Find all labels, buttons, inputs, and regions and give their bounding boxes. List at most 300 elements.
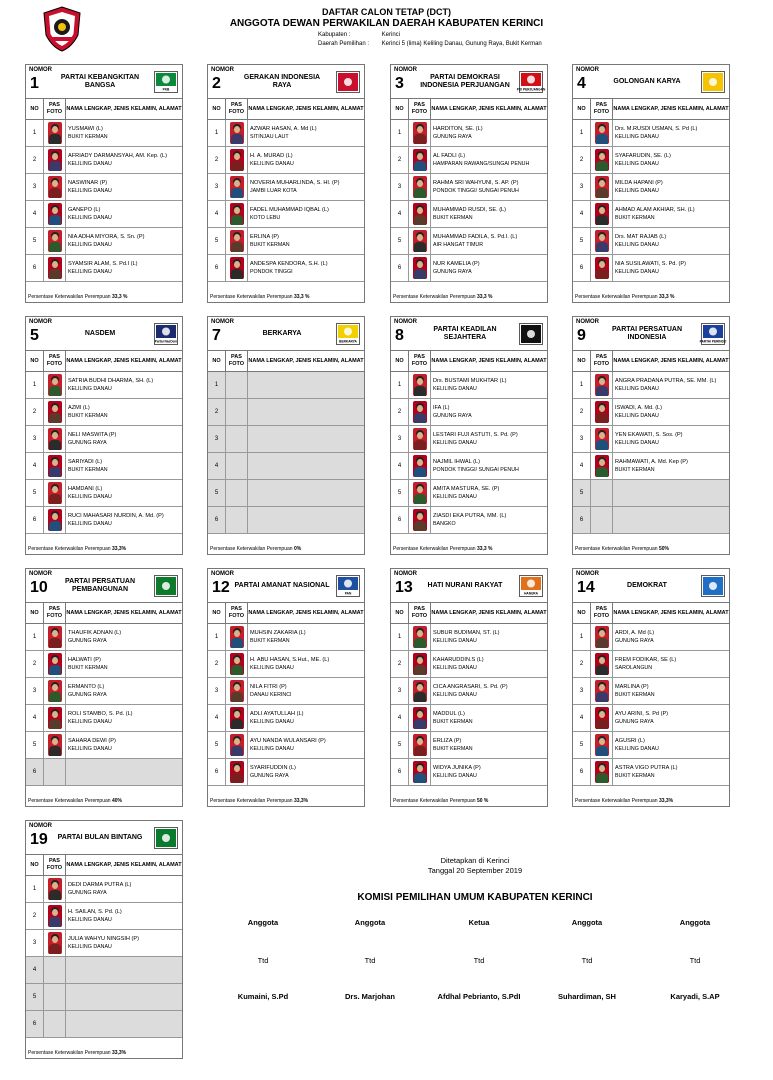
col-nama: NAMA LENGKAP, JENIS KELAMIN, ALAMAT — [613, 105, 729, 112]
candidate-name: ZIASDI EKA PUTRA, MM. (L) — [433, 513, 507, 520]
candidate-photo — [595, 257, 609, 279]
candidate-number: 2 — [391, 147, 409, 173]
pas-foto-cell — [591, 678, 613, 704]
candidate-address: KELILING DANAU — [615, 160, 659, 167]
candidate-address: BANGKO — [433, 520, 456, 527]
candidate-name: MARLINA (P) — [615, 684, 649, 691]
candidate-info — [615, 651, 729, 677]
candidate-number: 2 — [208, 147, 226, 173]
persentase-value: 33,3 % — [476, 294, 493, 300]
col-nama: NAMA LENGKAP, JENIS KELAMIN, ALAMAT — [66, 105, 182, 112]
candidate-number: 1 — [391, 624, 409, 650]
party-number: 14 — [577, 579, 595, 596]
persentase-label: Persentase Keterwakilan Perempuan — [28, 546, 111, 552]
pas-foto-cell — [44, 651, 66, 677]
persentase-perempuan — [575, 546, 669, 552]
candidate-name: SUBUR BUDIMAN, ST. (L) — [433, 630, 500, 637]
candidate-list — [391, 624, 547, 786]
col-nama: NAMA LENGKAP, JENIS KELAMIN, ALAMAT — [248, 357, 364, 364]
pkb-logo-icon — [154, 71, 178, 93]
candidate-photo — [595, 230, 609, 252]
candidate-address: BUKIT KERMAN — [615, 466, 655, 473]
candidate-number: 3 — [26, 174, 44, 200]
candidate-info — [433, 480, 547, 506]
candidate-list — [391, 372, 547, 534]
candidate-row — [26, 426, 182, 453]
candidate-address: KELILING DANAU — [68, 718, 112, 725]
candidate-number: 5 — [391, 732, 409, 758]
candidate-info — [68, 984, 182, 1010]
nomor-label: NOMOR — [29, 571, 52, 577]
candidate-row — [26, 705, 182, 732]
pas-foto-cell — [226, 228, 248, 254]
candidate-address: GUNUNG RAYA — [615, 637, 654, 644]
candidate-photo — [595, 122, 609, 144]
candidate-name: WIDYA JUNIKA (P) — [433, 765, 481, 772]
party-panel — [207, 316, 365, 555]
candidate-info — [615, 480, 729, 506]
candidate-name: Drs. BUSTAMI MUKHTAR (L) — [433, 378, 507, 385]
candidate-name: ANGRA PRADANA PUTRA, SE. MM. (L) — [615, 378, 717, 385]
candidate-number: 3 — [208, 678, 226, 704]
candidate-number: 6 — [208, 507, 226, 533]
party-header — [573, 65, 729, 99]
pas-foto-cell — [409, 426, 431, 452]
candidate-name: ERMANTO (L) — [68, 684, 105, 691]
candidate-list — [573, 624, 729, 786]
party-number: 8 — [395, 327, 404, 344]
candidate-info — [250, 426, 364, 452]
candidate-address: BUKIT KERMAN — [250, 637, 290, 644]
nomor-label: NOMOR — [576, 319, 599, 325]
candidate-number: 1 — [26, 624, 44, 650]
berkarya-logo-icon — [336, 323, 360, 345]
candidate-row — [573, 624, 729, 651]
candidate-list — [26, 372, 182, 534]
persentase-perempuan — [210, 546, 301, 552]
persentase-perempuan — [210, 294, 310, 300]
pan-logo-icon — [336, 575, 360, 597]
party-header — [573, 317, 729, 351]
pas-foto-cell — [44, 705, 66, 731]
candidate-info — [615, 453, 729, 479]
candidate-address: BUKIT KERMAN — [615, 691, 655, 698]
candidate-list — [208, 120, 364, 282]
party-panel — [572, 64, 730, 303]
candidate-photo — [48, 401, 62, 423]
candidate-row — [391, 201, 547, 228]
col-no: NO — [391, 603, 409, 623]
pas-foto-cell — [409, 453, 431, 479]
candidate-info — [433, 201, 547, 227]
pas-foto-cell — [44, 255, 66, 281]
candidate-row — [26, 453, 182, 480]
party-number: 4 — [577, 75, 586, 92]
candidate-info — [250, 228, 364, 254]
candidate-address: KELILING DANAU — [250, 745, 294, 752]
candidate-photo — [48, 932, 62, 954]
candidate-info — [433, 399, 547, 425]
candidate-name: CICA ANGRASARI, S. Pd. (P) — [433, 684, 508, 691]
candidate-number: 2 — [573, 399, 591, 425]
pas-foto-cell — [409, 624, 431, 650]
col-nama: NAMA LENGKAP, JENIS KELAMIN, ALAMAT — [613, 357, 729, 364]
candidate-photo — [48, 230, 62, 252]
persentase-value: 33,3% — [658, 798, 674, 804]
signer-name: Drs. Marjohan — [344, 992, 395, 1001]
candidate-name: NOVERIA MUHARLINDA, S. HI. (P) — [250, 180, 340, 187]
pas-foto-cell — [44, 147, 66, 173]
table-header — [573, 351, 729, 372]
candidate-photo — [595, 626, 609, 648]
candidate-photo — [413, 257, 427, 279]
candidate-photo — [595, 149, 609, 171]
candidate-info — [433, 372, 547, 398]
party-panel — [390, 568, 548, 807]
candidate-row — [573, 399, 729, 426]
candidate-number: 5 — [26, 228, 44, 254]
candidate-name: NIA SUSILAWATI, S. Pd. (P) — [615, 261, 686, 268]
komisi-title: KOMISI PEMILIHAN UMUM KABUPATEN KERINCI — [357, 892, 593, 903]
candidate-info — [68, 903, 182, 929]
pas-foto-cell — [226, 399, 248, 425]
nomor-label: NOMOR — [394, 67, 417, 73]
nomor-label: NOMOR — [394, 319, 417, 325]
col-nama: NAMA LENGKAP, JENIS KELAMIN, ALAMAT — [248, 105, 364, 112]
dapil-line — [318, 41, 542, 47]
candidate-photo — [595, 203, 609, 225]
document-title: DAFTAR CALON TETAP (DCT) — [322, 7, 451, 17]
candidate-name: NELI MASWITA (P) — [68, 432, 117, 439]
candidate-name: H. ABU HASAN, S.Hut., ME. (L) — [250, 657, 330, 664]
candidate-number: 5 — [208, 228, 226, 254]
dapil-value: Kerinci 5 (lima) Keliling Danau, Gunung Raya, Bukit Kerman — [381, 41, 542, 47]
candidate-name: KAHARUDDIN.S (L) — [433, 657, 484, 664]
candidate-photo — [595, 455, 609, 477]
candidate-info — [615, 507, 729, 533]
kabupaten-line — [318, 32, 400, 38]
candidate-row — [26, 624, 182, 651]
party-panel — [25, 316, 183, 555]
candidate-address: KELILING DANAU — [615, 385, 659, 392]
persentase-perempuan — [393, 798, 488, 804]
candidate-info — [615, 120, 729, 146]
candidate-name: NUR KAMELIA (P) — [433, 261, 480, 268]
candidate-address: KELILING DANAU — [615, 241, 659, 248]
candidate-name: ANDESPA KENDORA, S.H. (L) — [250, 261, 328, 268]
persentase-label: Persentase Keterwakilan Perempuan — [210, 798, 293, 804]
persentase-value: 33,3% — [293, 798, 309, 804]
candidate-row — [391, 174, 547, 201]
candidate-address: JAMBI LUAR KOTA — [250, 187, 297, 194]
candidate-name: NILA FITRI (P) — [250, 684, 287, 691]
candidate-row — [391, 705, 547, 732]
pas-foto-cell — [44, 228, 66, 254]
candidate-photo — [413, 509, 427, 531]
candidate-list — [26, 876, 182, 1038]
candidate-number: 5 — [208, 732, 226, 758]
candidate-number: 1 — [573, 120, 591, 146]
pas-foto-cell — [44, 732, 66, 758]
candidate-address: KELILING DANAU — [68, 943, 112, 950]
candidate-number: 4 — [208, 453, 226, 479]
pas-foto-cell — [226, 372, 248, 398]
candidate-number: 2 — [208, 651, 226, 677]
signer-ttd: Ttd — [364, 956, 376, 965]
svg-text:HANURA: HANURA — [524, 591, 538, 596]
candidate-number: 4 — [391, 705, 409, 731]
candidate-number: 1 — [391, 372, 409, 398]
signer-ttd: Ttd — [581, 956, 593, 965]
persentase-perempuan — [393, 546, 493, 552]
candidate-name: AZMI (L) — [68, 405, 90, 412]
candidate-info — [68, 759, 182, 785]
party-number: 1 — [30, 75, 39, 92]
persentase-label: Persentase Keterwakilan Perempuan — [575, 798, 658, 804]
candidate-number: 5 — [26, 732, 44, 758]
candidate-address: KELILING DANAU — [250, 718, 294, 725]
candidate-photo — [48, 374, 62, 396]
candidate-row — [208, 507, 364, 534]
party-panel — [572, 316, 730, 555]
signer-name: Karyadi, S.AP — [670, 992, 720, 1001]
persentase-perempuan — [28, 294, 128, 300]
candidate-name: AHMAD ALAM AKHIAR, SH. (L) — [615, 207, 695, 214]
pas-foto-cell — [44, 399, 66, 425]
col-no: NO — [26, 603, 44, 623]
party-number: 3 — [395, 75, 404, 92]
persentase-perempuan — [28, 798, 122, 804]
candidate-info — [250, 453, 364, 479]
candidate-row — [391, 453, 547, 480]
candidate-photo — [48, 176, 62, 198]
persentase-value: 33,3 % — [111, 294, 128, 300]
candidate-number: 2 — [391, 651, 409, 677]
candidate-info — [433, 624, 547, 650]
pas-foto-cell — [591, 147, 613, 173]
candidate-row — [573, 174, 729, 201]
party-name: GOLONGAN KARYA — [613, 78, 681, 86]
svg-text:PARTAI PERINDO: PARTAI PERINDO — [699, 339, 727, 344]
candidate-photo — [413, 401, 427, 423]
pas-foto-cell — [44, 480, 66, 506]
candidate-address: KELILING DANAU — [68, 493, 112, 500]
pas-foto-cell — [226, 174, 248, 200]
candidate-number: 3 — [391, 174, 409, 200]
candidate-photo — [413, 680, 427, 702]
persentase-label: Persentase Keterwakilan Perempuan — [575, 294, 658, 300]
pas-foto-cell — [226, 732, 248, 758]
pas-foto-cell — [591, 453, 613, 479]
table-header — [573, 99, 729, 120]
candidate-number: 6 — [26, 507, 44, 533]
nomor-label: NOMOR — [29, 319, 52, 325]
col-pas-foto: PAS FOTO — [591, 603, 613, 623]
candidate-info — [68, 426, 182, 452]
candidate-row — [208, 399, 364, 426]
candidate-number: 2 — [26, 903, 44, 929]
candidate-row — [391, 426, 547, 453]
candidate-name: MADDUL (L) — [433, 711, 465, 718]
candidate-photo — [48, 734, 62, 756]
pas-foto-cell — [409, 507, 431, 533]
candidate-name: SYAFARUDIN, SE. (L) — [615, 153, 671, 160]
signature-area — [190, 830, 773, 1080]
persentase-value: 33,3 % — [476, 546, 493, 552]
candidate-row — [26, 147, 182, 174]
candidate-number: 4 — [573, 453, 591, 479]
ditetapkan-place: Ditetapkan di Kerinci — [440, 856, 510, 865]
candidate-name: IFA (L) — [433, 405, 450, 412]
candidate-info — [433, 705, 547, 731]
party-name: PARTAI KEADILAN SEJAHTERA — [433, 326, 497, 341]
candidate-address: KELILING DANAU — [68, 385, 112, 392]
signer — [650, 918, 740, 1001]
signer — [218, 918, 308, 1001]
candidate-name: DEDI DARMA PUTRA (L) — [68, 882, 132, 889]
candidate-row — [208, 372, 364, 399]
pas-foto-cell — [591, 255, 613, 281]
table-header — [573, 603, 729, 624]
party-header — [26, 569, 182, 603]
candidate-info — [68, 1011, 182, 1037]
party-name: PARTAI PERSATUAN INDONESIA — [612, 326, 682, 341]
candidate-address: GUNUNG RAYA — [433, 412, 472, 419]
party-panel — [207, 64, 365, 303]
candidate-info — [68, 480, 182, 506]
candidate-photo — [230, 203, 244, 225]
pas-foto-cell — [44, 876, 66, 902]
pas-foto-cell — [44, 957, 66, 983]
pas-foto-cell — [226, 705, 248, 731]
candidate-name: ROLI STAMBO, S. Pd. (L) — [68, 711, 133, 718]
candidate-row — [26, 399, 182, 426]
candidate-info — [615, 399, 729, 425]
candidate-row — [573, 426, 729, 453]
col-pas-foto: PAS FOTO — [409, 99, 431, 119]
col-no: NO — [391, 99, 409, 119]
candidate-info — [250, 732, 364, 758]
party-number: 5 — [30, 327, 39, 344]
candidate-photo — [595, 653, 609, 675]
candidate-info — [615, 147, 729, 173]
candidate-photo — [413, 653, 427, 675]
candidate-photo — [413, 707, 427, 729]
dapil-label: Daerah Pemilihan : — [318, 41, 370, 47]
persentase-value: 33,3 % — [293, 294, 310, 300]
table-header — [26, 855, 182, 876]
candidate-number: 6 — [573, 507, 591, 533]
candidate-row — [26, 651, 182, 678]
candidate-address: BUKIT KERMAN — [433, 718, 473, 725]
candidate-name: MUHSIN ZAKARIA (L) — [250, 630, 306, 637]
pas-foto-cell — [591, 372, 613, 398]
candidate-name: YUSMAWI (L) — [68, 126, 103, 133]
candidate-number: 3 — [26, 426, 44, 452]
candidate-address: HAMPARAN RAWANG/SUNGAI PENUH — [433, 160, 530, 167]
signer-name: Suhardiman, SH — [558, 992, 616, 1001]
candidate-row — [26, 120, 182, 147]
candidate-info — [68, 678, 182, 704]
pas-foto-cell — [226, 426, 248, 452]
signer-ttd: Ttd — [257, 956, 269, 965]
signer-role: Ketua — [468, 918, 490, 927]
party-name: NASDEM — [84, 330, 116, 338]
candidate-row — [26, 507, 182, 534]
candidate-photo — [48, 707, 62, 729]
persentase-value: 33,3% — [111, 546, 127, 552]
candidate-name: ARDI, A. Md (L) — [615, 630, 655, 637]
candidate-list — [208, 372, 364, 534]
pas-foto-cell — [409, 759, 431, 785]
table-header — [208, 351, 364, 372]
candidate-info — [250, 147, 364, 173]
candidate-address: SAROLANGUN — [615, 664, 653, 671]
candidate-row — [26, 201, 182, 228]
candidate-address: BUKIT KERMAN — [68, 412, 108, 419]
svg-text:PDI PERJUANGAN: PDI PERJUANGAN — [516, 87, 546, 92]
candidate-row — [391, 732, 547, 759]
candidate-name: AYU ARINI, S. Pd (P) — [615, 711, 669, 718]
persentase-label: Persentase Keterwakilan Perempuan — [575, 546, 658, 552]
candidate-row — [208, 705, 364, 732]
col-nama: NAMA LENGKAP, JENIS KELAMIN, ALAMAT — [66, 609, 182, 616]
pks-logo-icon — [519, 323, 543, 345]
candidate-photo — [48, 257, 62, 279]
candidate-name: HAMDANI (L) — [68, 486, 103, 493]
pas-foto-cell — [226, 651, 248, 677]
pas-foto-cell — [591, 507, 613, 533]
party-panel — [25, 820, 183, 1059]
candidate-photo — [230, 122, 244, 144]
candidate-address: KELILING DANAU — [68, 916, 112, 923]
candidate-info — [433, 732, 547, 758]
candidate-row — [208, 624, 364, 651]
candidate-row — [391, 507, 547, 534]
candidate-photo — [48, 122, 62, 144]
party-name: DEMOKRAT — [627, 582, 667, 590]
candidate-row — [208, 678, 364, 705]
candidate-info — [68, 174, 182, 200]
pdip-logo-icon — [516, 71, 546, 93]
candidate-number: 1 — [208, 120, 226, 146]
col-no: NO — [26, 99, 44, 119]
candidate-address: KELILING DANAU — [615, 745, 659, 752]
candidate-number: 2 — [26, 399, 44, 425]
pas-foto-cell — [591, 201, 613, 227]
candidate-address: GUNUNG RAYA — [68, 889, 107, 896]
ppp-logo-icon — [154, 575, 178, 597]
candidate-number: 1 — [573, 624, 591, 650]
svg-text:Partai NasDem: Partai NasDem — [154, 339, 178, 344]
col-nama: NAMA LENGKAP, JENIS KELAMIN, ALAMAT — [431, 105, 547, 112]
nomor-label: NOMOR — [394, 571, 417, 577]
candidate-number: 3 — [573, 426, 591, 452]
candidate-row — [26, 930, 182, 957]
party-panel — [572, 568, 730, 807]
candidate-address: BUKIT KERMAN — [433, 745, 473, 752]
candidate-row — [391, 147, 547, 174]
party-panel — [390, 64, 548, 303]
document-header — [0, 0, 773, 62]
candidate-row — [573, 255, 729, 282]
pas-foto-cell — [409, 255, 431, 281]
candidate-name: NASWINAR (P) — [68, 180, 108, 187]
candidate-photo — [48, 482, 62, 504]
candidate-number: 4 — [208, 201, 226, 227]
candidate-address: GUNUNG RAYA — [433, 133, 472, 140]
candidate-row — [391, 120, 547, 147]
